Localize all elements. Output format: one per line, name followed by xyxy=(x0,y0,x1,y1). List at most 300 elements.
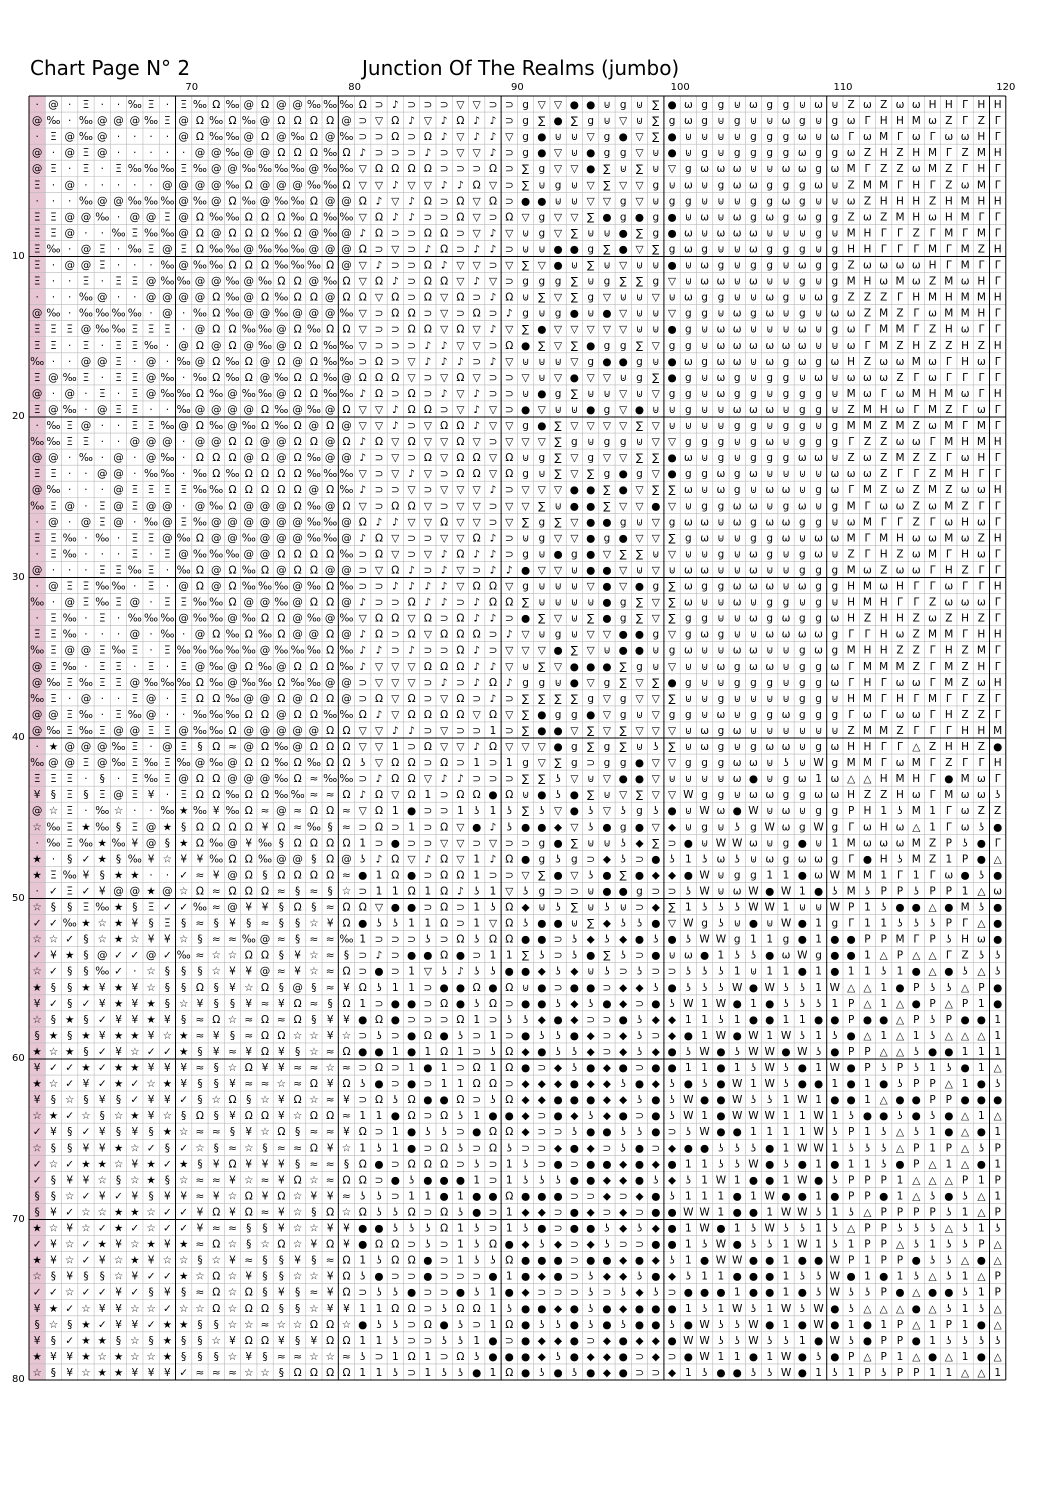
chart-symbol: ʖ xyxy=(441,1335,446,1347)
chart-symbol: 1 xyxy=(880,918,887,930)
chart-symbol: ⊃ xyxy=(472,950,481,962)
chart-symbol: ● xyxy=(521,821,530,833)
chart-symbol: ω xyxy=(896,260,905,272)
chart-symbol: ⊃ xyxy=(423,757,432,769)
chart-symbol: ⊍ xyxy=(603,837,611,849)
chart-symbol: 1 xyxy=(734,1223,741,1235)
chart-symbol: ♪ xyxy=(441,340,448,352)
chart-symbol: ω xyxy=(961,597,970,609)
chart-symbol: ▽ xyxy=(668,548,677,560)
chart-symbol: ⊃ xyxy=(489,757,498,769)
chart-symbol: Ξ xyxy=(115,564,122,576)
chart-symbol: ʖ xyxy=(669,1110,674,1122)
chart-symbol: ⊃ xyxy=(505,773,514,785)
chart-symbol: ▽ xyxy=(359,324,368,336)
chart-symbol: Z xyxy=(961,950,968,962)
chart-symbol: g xyxy=(701,436,708,448)
chart-symbol: g xyxy=(766,99,773,111)
chart-symbol: Z xyxy=(929,324,936,336)
chart-symbol: ★ xyxy=(179,1158,188,1170)
chart-symbol: ʖ xyxy=(572,1126,577,1138)
chart-symbol: ★ xyxy=(146,1014,155,1026)
chart-symbol: Ξ xyxy=(34,227,41,239)
chart-symbol: H xyxy=(896,532,904,544)
chart-symbol: 1 xyxy=(929,1335,936,1347)
chart-symbol: ● xyxy=(521,1030,530,1042)
chart-symbol: H xyxy=(994,532,1002,544)
chart-symbol: ≈ xyxy=(277,1142,286,1154)
chart-symbol: △ xyxy=(929,966,938,978)
chart-symbol: ʖ xyxy=(718,982,723,994)
chart-symbol: ▽ xyxy=(538,404,547,416)
chart-symbol: ● xyxy=(570,243,579,255)
chart-symbol: 1 xyxy=(490,1367,497,1379)
chart-symbol: 1 xyxy=(783,902,790,914)
chart-symbol: ▽ xyxy=(505,260,514,272)
chart-symbol: Ω xyxy=(261,292,269,304)
chart-symbol: ω xyxy=(717,227,726,239)
chart-symbol: ⊃ xyxy=(358,131,367,143)
chart-symbol: ▽ xyxy=(522,741,531,753)
chart-symbol: ∑ xyxy=(636,163,643,175)
chart-symbol: Γ xyxy=(995,211,1001,223)
chart-symbol: ≈ xyxy=(196,1367,205,1379)
chart-symbol: Ξ xyxy=(50,645,57,657)
chart-symbol: @ xyxy=(341,532,352,544)
chart-symbol: ω xyxy=(765,741,774,753)
chart-symbol: ¥ xyxy=(278,1206,285,1218)
chart-symbol: ● xyxy=(440,1030,449,1042)
chart-symbol: ¥ xyxy=(180,853,187,865)
chart-symbol: @ xyxy=(244,131,255,143)
chart-symbol: ¥ xyxy=(278,1062,285,1074)
chart-symbol: ⊍ xyxy=(636,308,644,320)
chart-symbol: ω xyxy=(896,388,905,400)
chart-symbol: Ω xyxy=(342,404,350,416)
chart-symbol: ● xyxy=(635,821,644,833)
chart-symbol: ● xyxy=(586,661,595,673)
chart-symbol: ʖ xyxy=(995,966,1000,978)
chart-symbol: ▽ xyxy=(375,179,384,191)
chart-symbol: 1 xyxy=(718,1206,725,1218)
chart-symbol: ʖ xyxy=(767,1367,772,1379)
chart-symbol: ● xyxy=(635,404,644,416)
chart-symbol: ☆ xyxy=(146,966,155,978)
chart-symbol: Γ xyxy=(848,821,854,833)
chart-symbol: ⊃ xyxy=(456,757,465,769)
chart-symbol: H xyxy=(847,356,855,368)
chart-symbol: Z xyxy=(945,757,952,769)
chart-symbol: @ xyxy=(162,308,173,320)
chart-symbol: ♪ xyxy=(441,677,448,689)
chart-symbol: ▽ xyxy=(440,452,449,464)
chart-symbol: ⊍ xyxy=(554,404,562,416)
chart-symbol: 1 xyxy=(799,1126,806,1138)
chart-symbol: ‰ xyxy=(274,260,288,272)
chart-symbol: ‰ xyxy=(128,709,142,721)
chart-symbol: Ω xyxy=(310,292,318,304)
chart-symbol: Ξ xyxy=(66,581,73,593)
chart-symbol: ω xyxy=(749,276,758,288)
chart-symbol: ʖ xyxy=(946,934,951,946)
chart-symbol: ⊍ xyxy=(815,131,823,143)
chart-symbol: P xyxy=(962,1174,968,1186)
chart-symbol: @ xyxy=(260,597,271,609)
chart-symbol: ● xyxy=(570,661,579,673)
chart-symbol: ◆ xyxy=(570,1014,579,1026)
chart-symbol: P xyxy=(929,1206,935,1218)
chart-symbol: Ω xyxy=(261,1014,269,1026)
chart-symbol: ● xyxy=(961,869,970,881)
chart-symbol: @ xyxy=(227,869,238,881)
chart-symbol: ☆ xyxy=(244,1367,253,1379)
chart-symbol: ● xyxy=(602,564,611,576)
chart-symbol: Ω xyxy=(424,324,432,336)
chart-symbol: g xyxy=(799,645,806,657)
chart-symbol: ʖ xyxy=(604,934,609,946)
chart-symbol: Ω xyxy=(408,1110,416,1122)
chart-symbol: ⊍ xyxy=(701,404,709,416)
chart-symbol: Z xyxy=(864,789,871,801)
chart-symbol: ⊍ xyxy=(652,195,660,207)
chart-symbol: M xyxy=(847,500,856,512)
chart-symbol: Ω xyxy=(342,276,350,288)
chart-symbol: ω xyxy=(847,195,856,207)
chart-symbol: ‰ xyxy=(323,372,337,384)
chart-symbol: ʖ xyxy=(962,1239,967,1251)
chart-symbol: · xyxy=(35,581,38,593)
chart-symbol: ● xyxy=(554,1110,563,1122)
chart-symbol: ▽ xyxy=(473,211,482,223)
chart-symbol: ⊃ xyxy=(603,982,612,994)
chart-symbol: ● xyxy=(667,211,676,223)
chart-symbol: Γ xyxy=(930,789,936,801)
chart-symbol: g xyxy=(571,548,578,560)
chart-symbol: Ω xyxy=(196,243,204,255)
chart-symbol: H xyxy=(961,741,969,753)
chart-symbol: ● xyxy=(635,1158,644,1170)
chart-symbol: ● xyxy=(814,1335,823,1347)
chart-symbol: g xyxy=(783,934,790,946)
chart-symbol: @ xyxy=(97,292,108,304)
chart-symbol: ∑ xyxy=(538,115,545,127)
chart-symbol: · xyxy=(84,805,87,817)
chart-symbol: ⊍ xyxy=(571,613,579,625)
chart-symbol: H xyxy=(863,741,871,753)
chart-symbol: ◆ xyxy=(522,1126,531,1138)
chart-symbol: g xyxy=(538,516,545,528)
chart-symbol: ⊃ xyxy=(375,452,384,464)
chart-symbol: Ω xyxy=(196,1110,204,1122)
chart-symbol: ● xyxy=(635,1303,644,1315)
chart-symbol: H xyxy=(880,548,888,560)
chart-symbol: ● xyxy=(830,1094,839,1106)
chart-symbol: ʖ xyxy=(718,1319,723,1331)
chart-symbol: ∑ xyxy=(571,292,578,304)
chart-symbol: @ xyxy=(178,725,189,737)
chart-symbol: ʖ xyxy=(458,1335,463,1347)
chart-symbol: · xyxy=(84,532,87,544)
chart-symbol: W xyxy=(813,1142,824,1154)
chart-symbol: Ξ xyxy=(83,99,90,111)
chart-symbol: ▽ xyxy=(603,324,612,336)
chart-symbol: § xyxy=(116,1094,121,1106)
chart-symbol: 1 xyxy=(473,1014,480,1026)
chart-symbol: ▽ xyxy=(619,308,628,320)
chart-symbol: ω xyxy=(977,677,986,689)
chart-symbol: ★ xyxy=(114,1142,123,1154)
chart-symbol: ☆ xyxy=(342,1030,351,1042)
chart-symbol: ⊍ xyxy=(717,597,725,609)
chart-symbol: P xyxy=(864,1239,870,1251)
chart-symbol: ☆ xyxy=(309,1223,318,1235)
chart-symbol: ⊍ xyxy=(554,131,562,143)
chart-symbol: ω xyxy=(830,661,839,673)
chart-symbol: ● xyxy=(651,1190,660,1202)
chart-symbol: ♪ xyxy=(376,950,383,962)
chart-symbol: 1 xyxy=(392,1126,399,1138)
chart-symbol: ☆ xyxy=(179,934,188,946)
chart-symbol: ω xyxy=(928,115,937,127)
chart-symbol: g xyxy=(734,147,741,159)
chart-symbol: 1 xyxy=(750,998,757,1010)
chart-symbol: Ξ xyxy=(131,757,138,769)
chart-symbol: Ω xyxy=(326,581,334,593)
chart-symbol: Ω xyxy=(375,436,383,448)
chart-symbol: ⊍ xyxy=(831,452,839,464)
chart-symbol: ‰ xyxy=(307,613,321,625)
chart-symbol: ⊍ xyxy=(766,645,774,657)
chart-symbol: ⊃ xyxy=(391,629,400,641)
chart-symbol: ● xyxy=(537,918,546,930)
chart-symbol: ‰ xyxy=(46,484,60,496)
chart-symbol: ω xyxy=(717,388,726,400)
chart-symbol: ‰ xyxy=(193,597,207,609)
chart-symbol: ● xyxy=(814,885,823,897)
chart-symbol: · xyxy=(166,693,169,705)
chart-symbol: ● xyxy=(358,1239,367,1251)
chart-symbol: g xyxy=(815,227,822,239)
chart-symbol: ≈ xyxy=(196,1239,205,1251)
chart-symbol: ∑ xyxy=(636,227,643,239)
chart-symbol: · xyxy=(68,276,71,288)
chart-symbol: ⊃ xyxy=(570,1190,579,1202)
chart-symbol: ∑ xyxy=(571,645,578,657)
chart-symbol: M xyxy=(944,629,953,641)
chart-symbol: P xyxy=(864,1223,870,1235)
chart-symbol: ★ xyxy=(146,885,155,897)
chart-symbol: Ω xyxy=(245,789,253,801)
chart-symbol: ⊍ xyxy=(733,436,741,448)
chart-symbol: ◆ xyxy=(538,966,547,978)
chart-symbol: Ξ xyxy=(131,532,138,544)
chart-symbol: ⊍ xyxy=(766,115,774,127)
chart-symbol: ▽ xyxy=(587,195,596,207)
chart-symbol: ▽ xyxy=(652,292,661,304)
chart-symbol: M xyxy=(928,163,937,175)
chart-symbol: g xyxy=(734,468,741,480)
chart-symbol: M xyxy=(895,934,904,946)
chart-symbol: Ω xyxy=(408,1255,416,1267)
chart-symbol: ‰ xyxy=(46,115,60,127)
chart-symbol: Ω xyxy=(391,115,399,127)
chart-symbol: ● xyxy=(570,484,579,496)
chart-symbol: · xyxy=(68,99,71,111)
chart-symbol: ‰ xyxy=(225,629,239,641)
chart-symbol: ● xyxy=(961,1014,970,1026)
chart-symbol: g xyxy=(799,179,806,191)
chart-symbol: @ xyxy=(309,484,320,496)
chart-symbol: ⊍ xyxy=(766,500,774,512)
chart-symbol: ⊃ xyxy=(668,1126,677,1138)
chart-symbol: ◆ xyxy=(668,869,677,881)
chart-symbol: ▽ xyxy=(668,163,677,175)
chart-symbol: ‰ xyxy=(209,853,223,865)
chart-symbol: Ξ xyxy=(83,436,90,448)
chart-symbol: ‰ xyxy=(63,869,77,881)
chart-symbol: @ xyxy=(178,260,189,272)
chart-symbol: ω xyxy=(830,484,839,496)
chart-symbol: ω xyxy=(782,340,791,352)
chart-symbol: @ xyxy=(292,629,303,641)
chart-symbol: Ω xyxy=(440,1158,448,1170)
chart-symbol: g xyxy=(815,693,822,705)
chart-symbol: · xyxy=(166,356,169,368)
chart-symbol: ʖ xyxy=(751,1062,756,1074)
chart-symbol: △ xyxy=(863,982,872,994)
chart-symbol: ● xyxy=(944,1190,953,1202)
chart-symbol: @ xyxy=(244,243,255,255)
chart-symbol: △ xyxy=(961,1158,970,1170)
chart-symbol: ♪ xyxy=(392,581,399,593)
chart-symbol: ω xyxy=(830,677,839,689)
chart-symbol: Ω xyxy=(391,773,399,785)
chart-symbol: g xyxy=(685,372,692,384)
chart-symbol: ʖ xyxy=(783,1062,788,1074)
chart-symbol: ʖ xyxy=(523,1223,528,1235)
chart-symbol: Ω xyxy=(375,629,383,641)
chart-symbol: ★ xyxy=(65,1014,74,1026)
chart-symbol: Γ xyxy=(881,388,887,400)
chart-symbol: ∑ xyxy=(603,500,610,512)
chart-symbol: ☆ xyxy=(32,1271,41,1283)
chart-symbol: g xyxy=(538,885,545,897)
chart-symbol: Ω xyxy=(245,821,253,833)
chart-symbol: ʖ xyxy=(360,1271,365,1283)
chart-symbol: g xyxy=(587,292,594,304)
chart-symbol: ‰ xyxy=(242,581,256,593)
chart-symbol: ω xyxy=(684,356,693,368)
chart-symbol: ¥ xyxy=(164,1094,171,1106)
chart-symbol: g xyxy=(522,308,529,320)
chart-symbol: ω xyxy=(765,404,774,416)
chart-symbol: ● xyxy=(537,1190,546,1202)
chart-symbol: ▽ xyxy=(456,484,465,496)
chart-symbol: Γ xyxy=(962,693,968,705)
chart-symbol: ▽ xyxy=(375,677,384,689)
chart-symbol: @ xyxy=(48,372,59,384)
chart-symbol: ⊃ xyxy=(489,260,498,272)
chart-symbol: ⊃ xyxy=(651,966,660,978)
chart-symbol: ☆ xyxy=(81,1367,90,1379)
chart-symbol: g xyxy=(832,276,839,288)
chart-symbol: H xyxy=(977,308,985,320)
chart-symbol: ⊍ xyxy=(684,548,692,560)
chart-symbol: ≈ xyxy=(342,1190,351,1202)
chart-symbol: ω xyxy=(733,163,742,175)
chart-symbol: Ξ xyxy=(131,388,138,400)
chart-symbol: 1 xyxy=(473,902,480,914)
chart-symbol: ⊍ xyxy=(717,420,725,432)
chart-symbol: ¥ xyxy=(311,1335,318,1347)
chart-symbol: ▽ xyxy=(473,500,482,512)
chart-symbol: ✓ xyxy=(179,1206,188,1218)
chart-symbol: ◆ xyxy=(603,1367,612,1379)
chart-symbol: ‰ xyxy=(144,115,158,127)
chart-symbol: 1 xyxy=(962,1206,969,1218)
chart-symbol: ⊍ xyxy=(733,452,741,464)
chart-symbol: P xyxy=(946,918,952,930)
chart-symbol: Ω xyxy=(408,1351,416,1363)
chart-symbol: g xyxy=(815,677,822,689)
chart-symbol: ◆ xyxy=(570,1110,579,1122)
chart-symbol: ⊃ xyxy=(407,1367,416,1379)
chart-symbol: ⊃ xyxy=(489,308,498,320)
chart-symbol: ◆ xyxy=(619,1174,628,1186)
chart-symbol: 1 xyxy=(978,1174,985,1186)
chart-symbol: ● xyxy=(830,966,839,978)
chart-symbol: ● xyxy=(602,1126,611,1138)
chart-symbol: g xyxy=(522,99,529,111)
chart-symbol: ● xyxy=(586,1367,595,1379)
chart-symbol: g xyxy=(832,436,839,448)
chart-symbol: ● xyxy=(619,532,628,544)
chart-symbol: Ω xyxy=(196,564,204,576)
chart-symbol: 1 xyxy=(490,950,497,962)
chart-symbol: Γ xyxy=(930,709,936,721)
chart-symbol: ⊃ xyxy=(391,1078,400,1090)
chart-symbol: ʖ xyxy=(376,1287,381,1299)
chart-symbol: ‰ xyxy=(339,308,353,320)
chart-symbol: W xyxy=(830,982,841,994)
chart-symbol: ω xyxy=(700,725,709,737)
chart-symbol: ‰ xyxy=(258,163,272,175)
chart-symbol: ω xyxy=(782,163,791,175)
chart-symbol: ω xyxy=(700,741,709,753)
chart-symbol: Ξ xyxy=(66,725,73,737)
chart-symbol: W xyxy=(830,1271,841,1283)
chart-symbol: ¥ xyxy=(50,950,57,962)
chart-symbol: @ xyxy=(195,629,206,641)
chart-symbol: Γ xyxy=(995,308,1001,320)
chart-symbol: Ω xyxy=(326,853,334,865)
chart-symbol: ☆ xyxy=(65,1239,74,1251)
chart-symbol: ● xyxy=(586,564,595,576)
chart-symbol: ʖ xyxy=(507,821,512,833)
chart-symbol: ‰ xyxy=(144,677,158,689)
chart-symbol: Ω xyxy=(245,484,253,496)
chart-symbol: P xyxy=(897,1319,903,1331)
chart-symbol: ▽ xyxy=(391,243,400,255)
chart-symbol: ⊃ xyxy=(521,837,530,849)
chart-symbol: g xyxy=(815,260,822,272)
chart-symbol: ⊍ xyxy=(831,725,839,737)
chart-symbol: Ξ xyxy=(131,693,138,705)
chart-symbol: ⊍ xyxy=(668,179,676,191)
chart-symbol: Ξ xyxy=(99,564,106,576)
chart-symbol: ▽ xyxy=(473,195,482,207)
chart-symbol: △ xyxy=(912,741,921,753)
